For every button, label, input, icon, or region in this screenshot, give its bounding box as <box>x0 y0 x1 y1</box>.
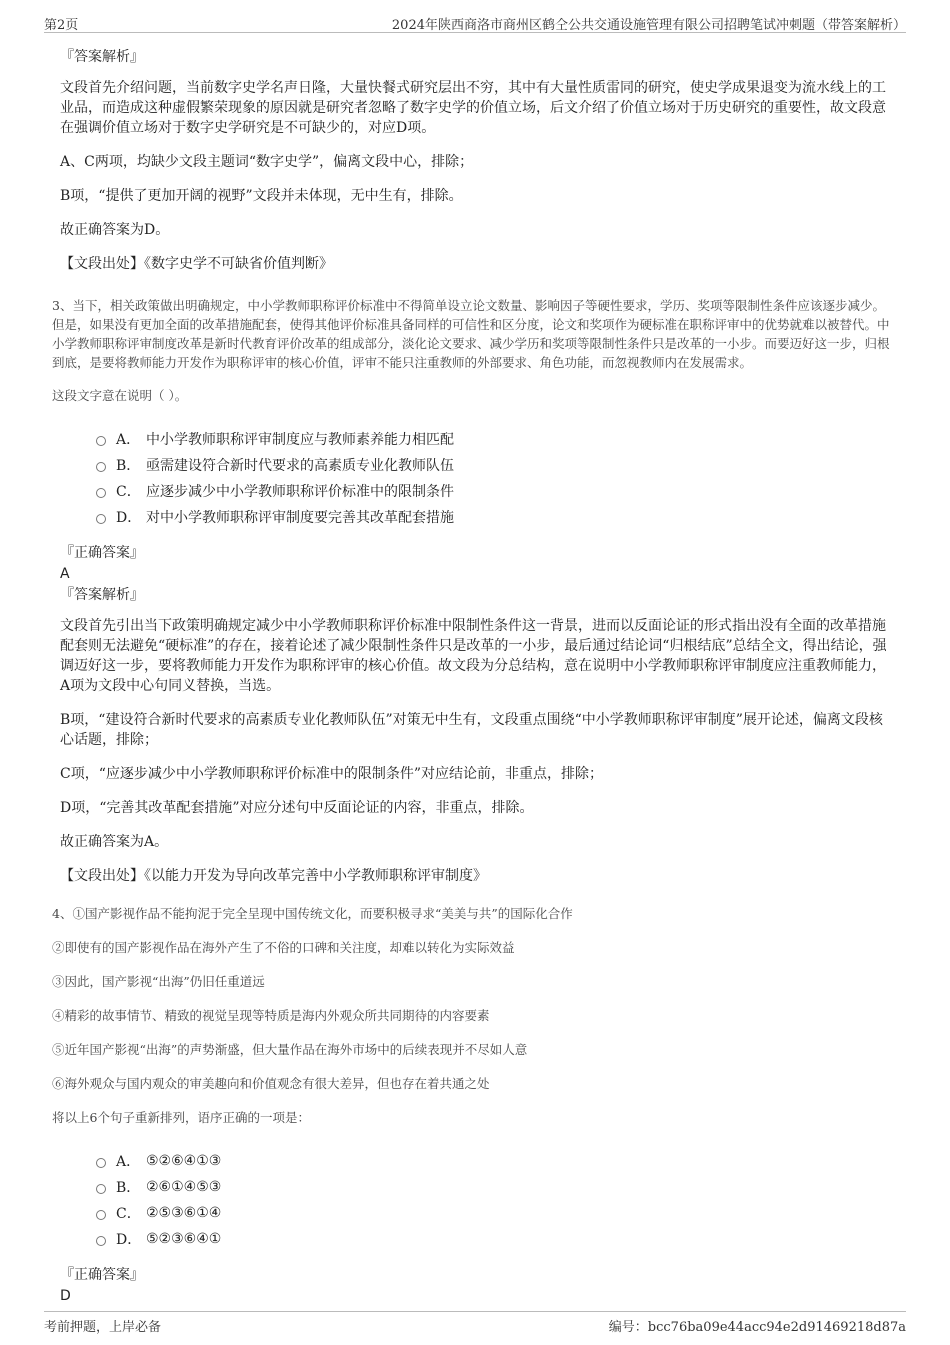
option-b[interactable]: B． 亟需建设符合新时代要求的高素质专业化教师队伍 <box>96 452 896 478</box>
question-4-options <box>96 1148 896 1252</box>
analysis-tag: 『答案解析』 <box>60 49 144 65</box>
sentence-1: 4、①国产影视作品不能拘泥于完全呈现中国传统文化，而要积极寻求“美美与共”的国际化合作 <box>52 906 573 921</box>
radio-icon[interactable] <box>96 1158 106 1168</box>
answer-value: A <box>60 566 70 582</box>
source: 【文段出处】《数字史学不可缺省价值判断》 <box>60 256 333 272</box>
conclusion: 故正确答案为A。 <box>60 834 169 850</box>
document-id: 编号：bcc76ba09e44acc94e2d91469218d87a <box>608 1320 906 1335</box>
sentence-4: ④精彩的故事情节、精致的视觉呈现等特质是海内外观众所共同期待的内容要素 <box>52 1008 490 1023</box>
radio-icon[interactable] <box>96 462 106 472</box>
analysis-text: 文段首先介绍问题，当前数字史学名声日隆，大量快餐式研究层出不穷，其中有大量性质雷同的研究，使史学成果退变为流水线上的工业品，而造成这种虚假繁荣现象的原因就是研究者忽略了数字史学的价值立场，后文介绍了价值立场对于历史研究的重要性，故文段意在强调价值立场对于数字史学研究是不可缺少的，对应D项。 <box>60 80 886 136</box>
radio-icon[interactable] <box>96 1236 106 1246</box>
analysis-d: D项，“完善其改革配套措施”对应分述句中反面论证的内容，非重点，排除。 <box>60 800 534 816</box>
radio-icon[interactable] <box>96 1184 106 1194</box>
radio-icon[interactable] <box>96 436 106 446</box>
option-d[interactable]: D． ⑤②③⑥④① <box>96 1226 896 1252</box>
answer-tag: 『正确答案』 <box>60 545 144 561</box>
page-header <box>44 10 906 33</box>
radio-icon[interactable] <box>96 514 106 524</box>
sentence-3: ③因此，国产影视“出海”仍旧任重道远 <box>52 974 265 989</box>
sentence-6: ⑥海外观众与国内观众的审美趣向和价值观念有很大差异，但也存在着共通之处 <box>52 1076 490 1091</box>
analysis-text: 文段首先引出当下政策明确规定减少中小学教师职称评价标准中限制性条件这一背景，进而以反面论证的形式指出没有全面的改革措施配套则无法避免“硬标准”的存在，接着论述了减少限制性条件只是改革的一小步，最后通过结论词“归根结底”总结全文，得出结论，强调迈好这一步，要将教师能力开发作为职称评审的核心价值。故文段为分总结构，意在说明中小学教师职称评审制度应注重教师能力，A项为文段中心句同义替换，当选。 <box>60 618 887 694</box>
answer-value: D <box>60 1288 71 1304</box>
option-c[interactable]: C． ②⑤③⑥①④ <box>96 1200 896 1226</box>
option-a[interactable]: A． ⑤②⑥④①③ <box>96 1148 896 1174</box>
radio-icon[interactable] <box>96 488 106 498</box>
document-content <box>52 46 896 1312</box>
analysis-b: B项，“提供了更加开阔的视野”文段并未体现，无中生有，排除。 <box>60 188 463 204</box>
radio-icon[interactable] <box>96 1210 106 1220</box>
page-number: 第2页 <box>44 18 79 33</box>
question-4-prompt: 将以上6个句子重新排列，语序正确的一项是： <box>52 1110 310 1125</box>
document-title: 2024年陕西商洛市商州区鹤仝公共交通设施管理有限公司招聘笔试冲刺题（带答案解析） <box>391 18 906 33</box>
option-a[interactable]: A． 中小学教师职称评审制度应与教师素养能力相匹配 <box>96 426 896 452</box>
analysis-c: C项，“应逐步减少中小学教师职称评价标准中的限制条件”对应结论前，非重点，排除； <box>60 766 604 782</box>
option-c[interactable]: C． 应逐步减少中小学教师职称评价标准中的限制条件 <box>96 478 896 504</box>
analysis-tag: 『答案解析』 <box>60 587 144 603</box>
source: 【文段出处】《以能力开发为导向改革完善中小学教师职称评审制度》 <box>60 868 487 884</box>
footer-slogan: 考前押题，上岸必备 <box>44 1320 162 1335</box>
question-3-prompt: 这段文字意在说明（ ）。 <box>52 388 188 403</box>
sentence-5: ⑤近年国产影视“出海”的声势渐盛，但大量作品在海外市场中的后续表现并不尽如人意 <box>52 1042 528 1057</box>
conclusion: 故正确答案为D。 <box>60 222 170 238</box>
sentence-2: ②即使有的国产影视作品在海外产生了不俗的口碑和关注度，却难以转化为实际效益 <box>52 940 515 955</box>
option-b[interactable]: B． ②⑥①④⑤③ <box>96 1174 896 1200</box>
analysis-ac: A、C两项，均缺少文段主题词“数字史学”，偏离文段中心，排除； <box>60 154 474 170</box>
analysis-b: B项，“建设符合新时代要求的高素质专业化教师队伍”对策无中生有，文段重点围绕“中小学教师职称评审制度”展开论述，偏离文段核心话题，排除； <box>60 712 883 748</box>
page-footer <box>44 1311 906 1336</box>
answer-tag: 『正确答案』 <box>60 1267 144 1283</box>
question-3-options <box>96 426 896 530</box>
question-3-text: 3、当下，相关政策做出明确规定，中小学教师职称评价标准中不得简单设立论文数量、影响因子等硬性要求，学历、奖项等限制性条件应该逐步减少。但是，如果没有更加全面的改革措施配套，使得其他评价标准具备同样的可信性和区分度，论文和奖项作为硬标准在职称评审中的优势就难以被替代。中小学教师职称评审制度改革是新时代教育评价改革的组成部分，淡化论文要求、减少学历和奖项等限制性条件只是改革的一小步。而要迈好这一步，归根到底，是要将教师能力开发作为职称评审的核心价值，评审不能只注重教师的外部要求、角色功能，而忽视教师内在发展需求。 <box>52 298 890 370</box>
option-d[interactable]: D． 对中小学教师职称评审制度要完善其改革配套措施 <box>96 504 896 530</box>
